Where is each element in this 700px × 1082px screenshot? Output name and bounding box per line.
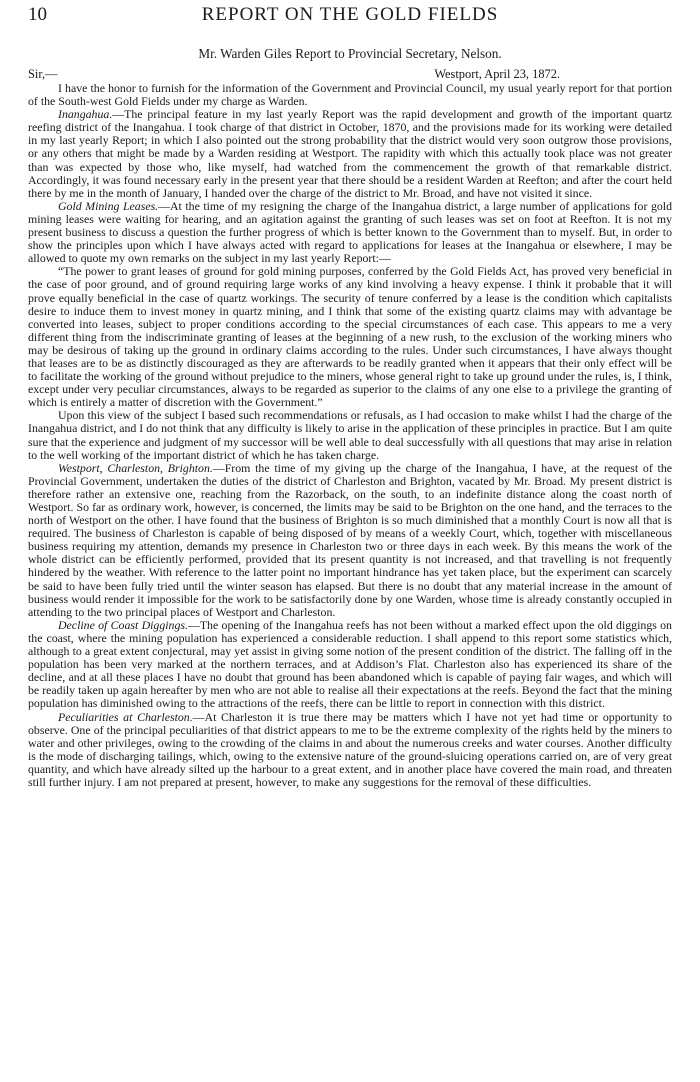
paragraph-text: —From the time of my giving up the charge of the Inangahua, I have, at the request of the Provincial Government, undertaken the duties of the district of Charleston and Brighton, vacated by Mr. Broad. My present district is therefore rather an extensive one, reaching from the Razorback, on the south, to an indefinite distance along the coast north of Westport. So far as ordinary work, however, is concerned, the limits may be said to be Brighton on the one hand, and the terraces to the north of Westport on the other. I have found that the business of Brighton is so much diminished that a monthly Court is now all that is required. The business of Charleston is capable of being disposed of by means of a weekly Court, which, together with miscellaneous business requiring my attention, demands my presence in Charleston two or three days in each week. By this means the work of the whole district can be efficiently performed, provided that its present quantity is not increased, and that travelling is not frequently hindered by the weather. With reference to the latter point no important hindrance has yet taken place, but the experiment can scarcely be said to have been fully tried until the winter season has elapsed. But there is no doubt that any material increase in the amount of business would render it impossible for the work to be satisfactorily done by one Warden, whose time is already constantly occupied in attending to the two principal places of Westport and Charleston. <box>28 460 673 619</box>
dateline: Westport, April 23, 1872. <box>434 67 560 81</box>
paragraph-text: —The principal feature in my last yearly Report was the rapid development and growth of the important quartz reefing district of the Inangahua. I took charge of that district in October, 1870, and the provisions made for its working were detailed in my last yearly Report; in which I also pointed out the strong probability that the district would very soon outgrow those provisions, or any others that might be made by a Warden residing at Westport. The rapidity with which this actually took place was not greater than was expected by those who, like myself, had watched from the commencement the growth of that remarkable district. Accordingly, it was found necessary early in the present year that there should be a resident Warden at Reefton; and after the court held there by me in the month of January, I handed over the charge of the district to Mr. Broad, and have not visited it since. <box>28 107 672 200</box>
paragraph-quoted-report <box>28 265 672 409</box>
section-heading: Decline of Coast Diggings. <box>58 617 188 632</box>
paragraph-intro <box>28 82 672 108</box>
paragraph-inangahua <box>28 108 672 200</box>
salutation: Sir,— <box>28 67 58 81</box>
report-body <box>28 82 672 789</box>
report-title: Mr. Warden Giles Report to Provincial Secretary, Nelson. <box>198 46 502 61</box>
paragraph-gold-mining-leases <box>28 200 672 265</box>
paragraph-text: —At the time of my resigning the charge of the Inangahua district, a large number of applications for gold mining leases were waiting for hearing, and an agitation against the granting of such leases was set on foot at Reefton. It is not my present business to discuss a question the further progress of which is better known to the Government than to myself. But, in order to show the principles upon which I have always acted with regard to applications for leases at the Inangahua or elsewhere, I may be allowed to quote my own remarks on the subject in my last yearly Report:— <box>28 198 673 266</box>
section-heading: Peculiarities at Charleston. <box>58 709 193 724</box>
paragraph-text: I have the honor to furnish for the information of the Government and Provincial Council, my usual yearly report for that portion of the South-west Gold Fields under my charge as Warden. <box>28 81 672 109</box>
paragraph-text: —The opening of the Inangahua reefs has not been without a marked effect upon the old diggings on the coast, where the mining population has experienced a considerable reduction. I shall append to this report some statistics which, although to a great extent conjectural, may yet assist in giving some notion of the present condition of the district. The falling off in the population has been very marked at the northern terraces, and at Addison’s Flat. Charleston also has experienced its share of the decline, and at all these places I have no doubt that ground has been abandoned which is capable of paying fair wages, and which will be readily taken up again hereafter by men who are not able to realise all their expectations at the reefs. Beyond the fact that the mining population has diminished owing to the attractions of the reefs, there can be little to report in connection with this district. <box>28 617 672 711</box>
paragraph-peculiarities-charleston <box>28 711 672 790</box>
paragraph-westport-charleston-brighton <box>28 462 672 619</box>
section-heading: Inangahua. <box>58 107 113 122</box>
page-header <box>28 4 672 38</box>
running-head: REPORT ON THE GOLD FIELDS <box>201 4 499 25</box>
paragraph-text: —At Charleston it is true there may be matters which I have not yet had time or opportunity to observe. One of the principal peculiarities of that district appears to me to be the extreme complexity of the rights held by the miners to water and other privileges, owing to the crowding of the claims in and about the numerous creeks and water courses. Another difficulty is the mode of discharging tailings, which, owing to the extensive nature of the ground-sluicing operations carried on, are of very great quantity, and which have already silted up the harbour to a great extent, and in another place have covered the main road, and threaten still further injury. I am not prepared at present, however, to make any suggestions for the removal of these difficulties. <box>28 709 672 789</box>
section-heading: Gold Mining Leases. <box>58 198 159 213</box>
paragraph-decline-coast-diggings <box>28 619 672 711</box>
paragraph-text: Upon this view of the subject I based such recommendations or refusals, as I had occasion to make whilst I had the charge of the Inangahua district, and I do not think that any difficulty is likely to arise in the application of these principles in practice. But I am quite sure that the experience and judgment of my successor will be well able to deal successfully with all questions that may arise in relation to the well working of the important district of which he has taken charge. <box>28 408 672 462</box>
section-heading: Westport, Charleston, Brighton. <box>58 460 213 475</box>
page-number: 10 <box>28 4 47 25</box>
paragraph-view-of-subject <box>28 409 672 461</box>
paragraph-text: “The power to grant leases of ground for gold mining purposes, conferred by the Gold Fields Act, has proved very beneficial in the case of poor ground, and of ground requiring large works of any kind involving a heavy expense. I think it probable that it will prove equally beneficial in the case of quartz workings. The security of tenure conferred by a lease is the condition which capitalists desire to induce them to invest money in quartz mining, and I think that some of the existing quartz claims may with advantage be converted into leases, subject to proper conditions according to the special circumstances of each case. This appears to me a very different thing from the indiscriminate granting of leases at the beginning of a new rush, to the exclusion of the working miners who may be desirous of taking up the ground in ordinary claims according to the rules. Under such circumstances, I have always thought that leases are to be as distinctly discouraged as they are afterwards to be readily granted when it appears that their only effect will be to facilitate the working of the ground without prejudice to the miners, whose general right to take up ground under the rules, is, I think, except under very peculiar circumstances, always to be regarded as superior to the claims of any one else to a privilege the granting of which is entirely a matter of discretion with the Government.” <box>28 264 673 410</box>
